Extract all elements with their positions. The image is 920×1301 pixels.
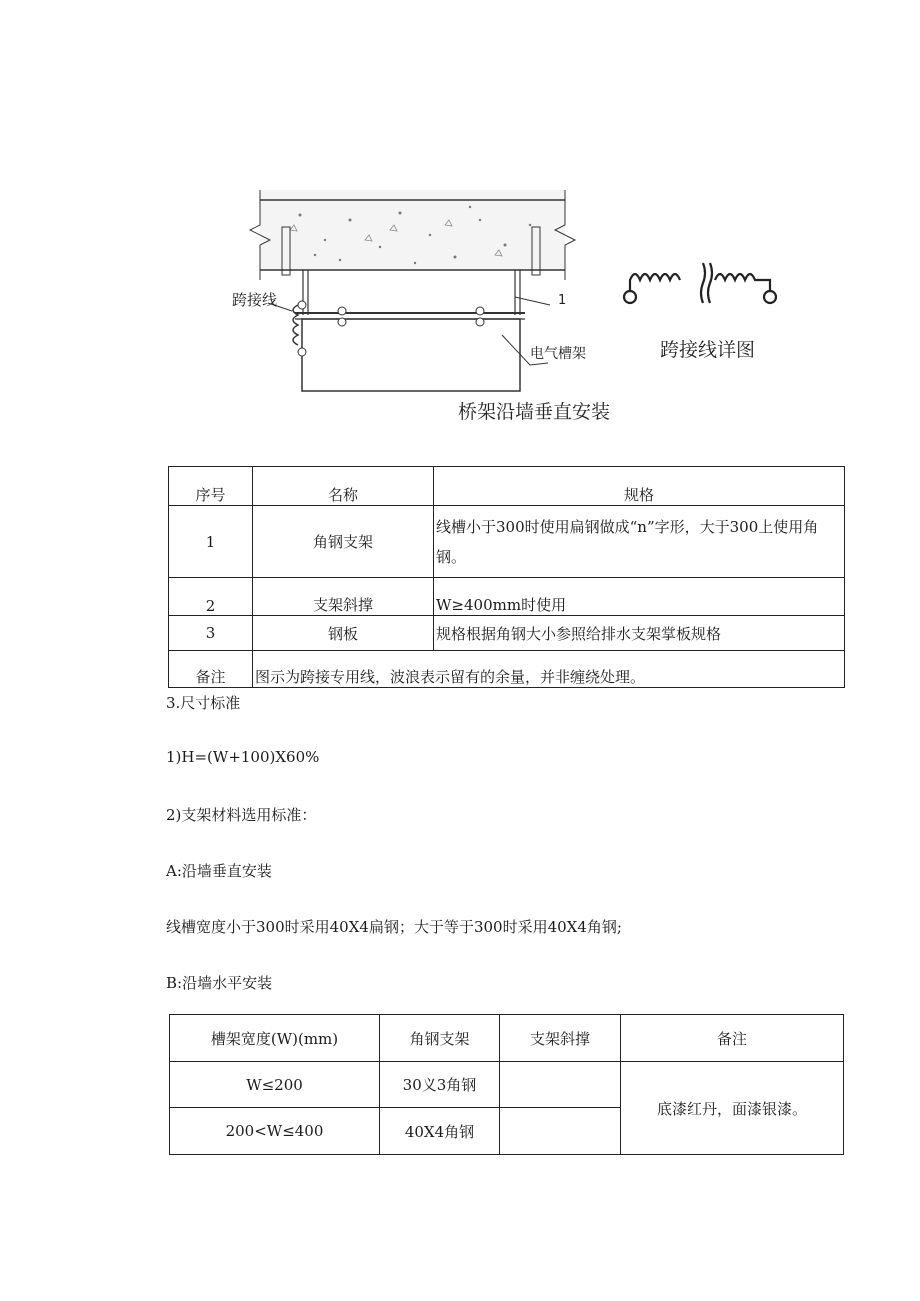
material-heading: 2)支架材料选用标准： [166,806,317,824]
table-row [169,578,845,616]
std-brace [500,1062,621,1108]
table-row [169,616,845,651]
spec-name: 钢板 [253,616,434,651]
figure-caption: 桥架沿墙垂直安装 [458,401,611,423]
part-number-label: 1 [558,293,567,308]
std-header-width: 槽架宽度(W)(mm) [170,1015,380,1062]
note-label: 备注 [169,651,253,688]
horizontal-install-heading: B:沿墙水平安装 [166,974,273,992]
std-header-note: 备注 [621,1015,844,1062]
std-header-row [170,1015,844,1062]
note-row [169,651,845,688]
std-brace [500,1108,621,1155]
std-width: W≤200 [170,1062,380,1108]
spec-header-spec: 规格 [434,467,845,506]
jumper-label: 跨接线 [232,291,278,309]
note-text: 图示为跨接专用线，波浪表示留有的余量，并非缠绕处理。 [253,651,845,688]
std-angle: 30义3角钢 [380,1062,500,1108]
std-note: 底漆红丹，面漆银漆。 [621,1062,844,1155]
spec-name: 支架斜撑 [253,578,434,616]
table-row [170,1062,844,1108]
table-row [169,506,845,578]
spec-name: 角钢支架 [253,506,434,578]
section-title: 3.尺寸标准 [166,694,241,712]
std-angle: 40X4角钢 [380,1108,500,1155]
std-header-brace: 支架斜撑 [500,1015,621,1062]
spec-no: 2 [169,578,253,616]
spec-header-row [169,467,845,506]
std-header-angle: 角钢支架 [380,1015,500,1062]
spec-text: 线槽小于300时使用扁钢做成“n”字形，大于300上使用角钢。 [434,506,845,578]
vertical-install-heading: A:沿墙垂直安装 [166,862,272,880]
spec-header-no: 序号 [169,467,253,506]
spec-text: 规格根据角钢大小参照给排水支架掌板规格 [434,616,845,651]
spec-text: W≥400mm时使用 [434,578,845,616]
standard-table [169,1014,844,1155]
std-width: 200<W≤400 [170,1108,380,1155]
spec-table [168,466,845,688]
spec-header-name: 名称 [253,467,434,506]
installation-figure [230,185,830,435]
detail-caption: 跨接线详图 [660,339,756,361]
spec-no: 3 [169,616,253,651]
vertical-install-text: 线槽宽度小于300时采用40X4扁钢；大于等于300时采用40X4角钢; [166,918,622,936]
trough-label: 电气槽架 [530,346,586,362]
formula-text: 1)H=(W+100)X60% [166,748,320,766]
spec-no: 1 [169,506,253,578]
